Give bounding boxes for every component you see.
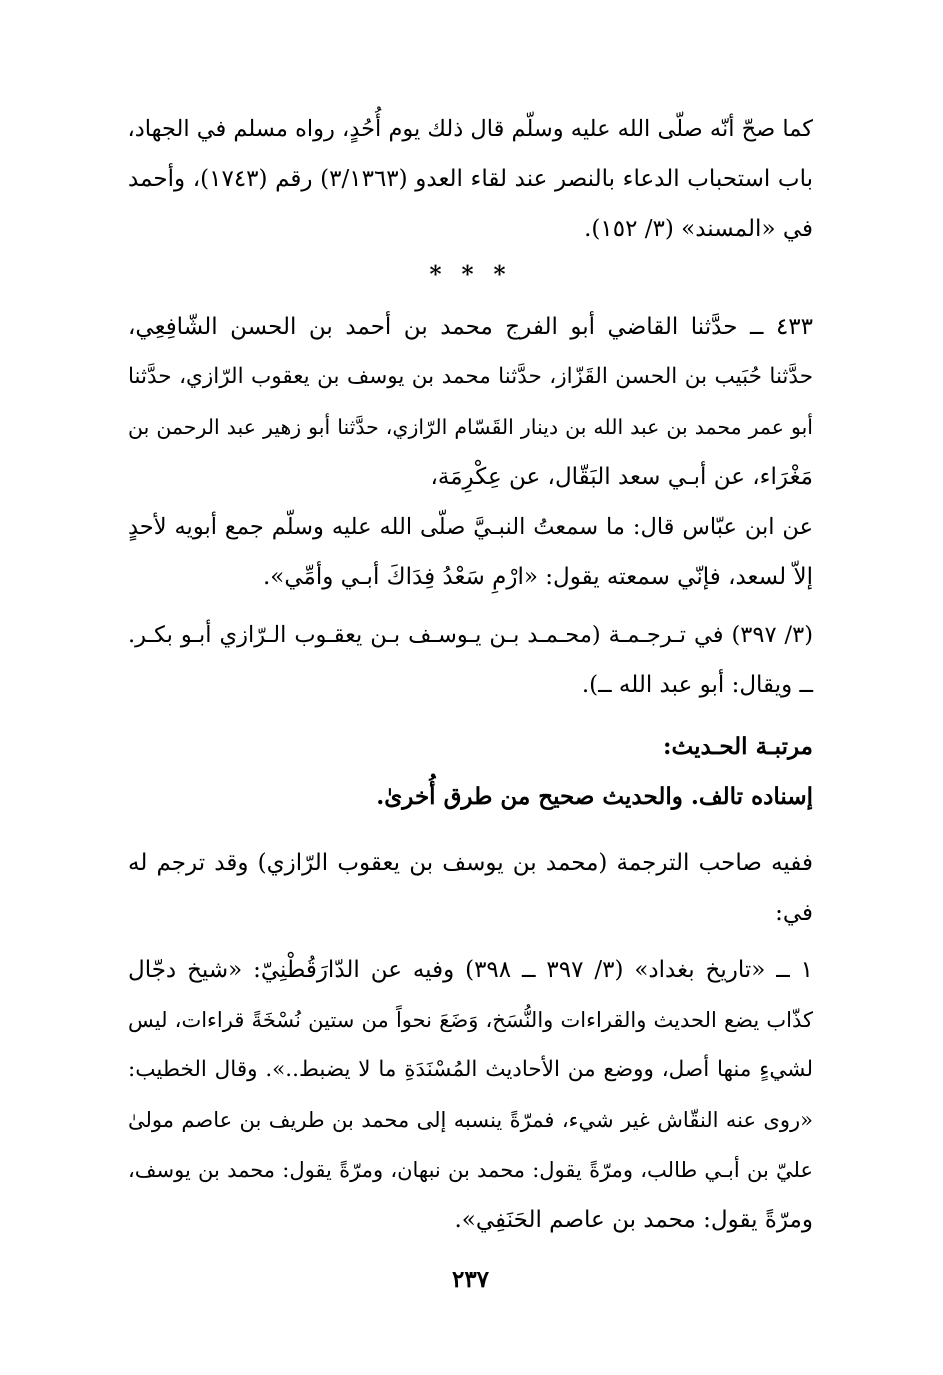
grade-text: إسناده تالف. والحديث صحيح من طرق أُخرىٰ. [376,783,813,810]
hadith-chain-line: مَغْرَاء، عن أبـي سعد البَقّال، عن عِكْرِمَة، [430,464,813,490]
translation-intro-line: في: [775,900,813,926]
hadith-text-line: عن ابن عبّاس قال: ما سمعتُ النبـيَّ صلّى الله عليه وسلّم جمع أبويه لأحدٍ [128,514,813,540]
hadith-text-line: إلاّ لسعد، فإنّي سمعته يقول: «ارْمِ سَعْدُ فِدَاكَ أبـي وأمِّي». [262,564,813,590]
reference-line: ــ ويقال: أبو عبد الله ــ). [581,672,813,698]
source-line: ومرّةً يقول: محمد بن عاصم الحَنَفِي». [454,1207,813,1233]
section-separator: * * * [429,261,512,288]
source-line: عليّ بن أبـي طالب، ومرّةً يقول: محمد بن نبهان، ومرّةً يقول: محمد بن يوسف، [128,1158,813,1182]
hadith-chain-line: حدَّثنا حُبَيب بن الحسن القَزّاز، حدَّثنا محمد بن يوسف بن يعقوب الرّازي، حدَّثنا [128,364,813,389]
page-number: ٢٣٧ [451,1266,490,1293]
reference-line: (٣/ ٣٩٧) في تـرجـمـة (محـمـد بـن يـوسـف بـن يعقـوب الـرّازي أبـو بكـر. [128,622,813,648]
source-line: «روى عنه النقّاش غير شيء، فمرّةً ينسبه إلى محمد بن طريف بن عاصم مولىٰ [128,1108,813,1132]
note-line: باب استحباب الدعاء بالنصر عند لقاء العدو (٣/١٣٦٣) رقم (١٧٤٣)، وأحمد [128,166,813,192]
source-line: لشيءٍ منها أصل، ووضع من الأحاديث المُسْنَدَةِ ما لا يضبط..». وقال الخطيب: [128,1057,813,1082]
note-line: كما صحّ أنّه صلّى الله عليه وسلّم قال ذلك يوم أُحُدٍ، رواه مسلم في الجهاد، [127,116,813,142]
translation-intro-line: ففيه صاحب الترجمة (محمد بن يوسف بن يعقوب الرّازي) وقد ترجم له [128,850,813,876]
source-line: ١ ــ «تاريخ بغداد» (٣/ ٣٩٧ ــ ٣٩٨) وفيه عن الدّارَقُطْنِيّ: «شيخ دجّال [128,957,813,983]
note-line: في «المسند» (٣/ ١٥٢). [584,216,813,242]
grade-heading: مرتبـة الحـديث: [663,733,813,760]
source-line: كذّاب يضع الحديث والقراءات والنُّسَخ، وَضَعَ نحواً من ستين نُسْخَةً قراءات، ليس [128,1008,813,1032]
hadith-chain-line: ٤٣٣ ــ حدَّثنا القاضي أبو الفرج محمد بن أحمد بن الحسن الشّافِعِي، [128,314,813,340]
hadith-chain-line: أبو عمر محمد بن عبد الله بن دينار القَسّام الرّازي، حدَّثنا أبو زهير عبد الرحمن بن [128,415,813,439]
